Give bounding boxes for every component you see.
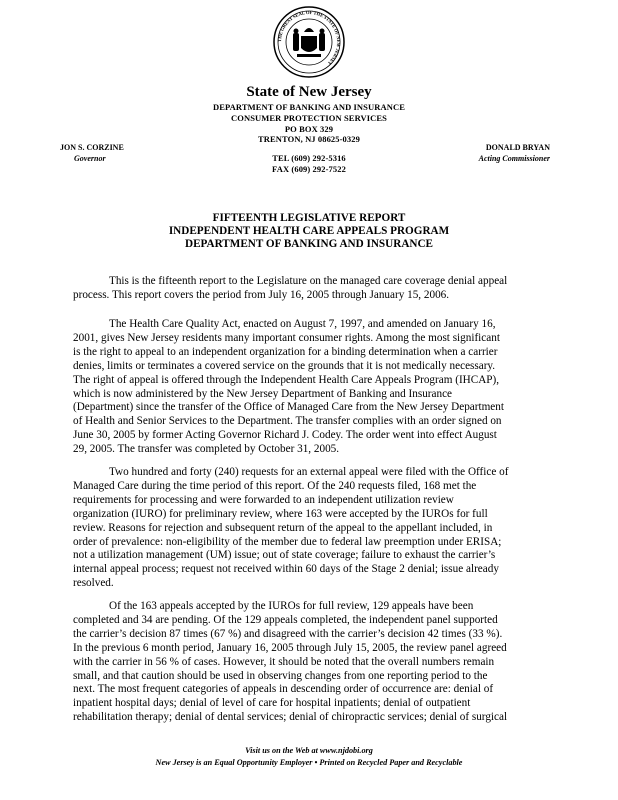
division-name: CONSUMER PROTECTION SERVICES <box>231 113 387 123</box>
text-line: 29, 2005. The transfer was completed by October 31, 2005. <box>73 443 340 456</box>
text-line: of Health and Senior Services to the Department. The transfer complies with an order signed on <box>73 415 502 428</box>
text-line: The Health Care Quality Act, enacted on August 7, 1997, and amended on January 16, <box>109 318 496 330</box>
state-seal-icon <box>273 6 345 78</box>
text-line: organization (IURO) for preliminary review, where 163 were accepted by the IUROs for full <box>73 507 488 520</box>
text-line: June 30, 2005 by former Acting Governor Richard J. Codey. The order went into effect August <box>73 429 497 442</box>
text-line: the carrier’s decision 87 times (67 %) and disagreed with the carrier’s decision 42 times (33 %). <box>73 627 503 640</box>
report-title-line-3: DEPARTMENT OF BANKING AND INSURANCE <box>184 238 434 250</box>
text-line: review. Reasons for rejection and subsequent return of the appeal to the appellant included, in <box>73 521 493 534</box>
text-line: internal appeal process; request not received within 60 days of the Stage 2 denial; issue already <box>73 563 499 576</box>
seal-text: THE GREAT SEAL OF THE STATE OF NEW JERSEY <box>276 9 342 67</box>
text-line: is the right to appeal to an independent organization for a binding determination when a carrier <box>73 345 498 358</box>
paragraph-2 <box>73 318 551 457</box>
commissioner-name: DONALD BRYAN <box>485 143 550 152</box>
governor-title: Governor <box>74 154 106 163</box>
text-line: denies, limits or terminates a covered service on the grounds that it is not medically necessary. <box>73 359 496 372</box>
text-line: rehabilitation therapy; denial of dental services; denial of chiropractic services; denial of surgical <box>73 711 508 724</box>
text-line: order of prevalence: non-eligibility of the member due to federal law preemption under ERISA; <box>73 535 502 548</box>
text-line: inpatient hospital days; denial of level of care for hospital inpatients; denial of outpatient <box>73 697 471 710</box>
fax: FAX (609) 292-7522 <box>272 164 346 174</box>
text-line: 2001, gives New Jersey residents many important consumer rights. Among the most significant <box>73 331 500 344</box>
text-line: resolved. <box>73 577 114 590</box>
text-line: completed and 34 are pending. Of the 129 appeals completed, the independent panel supported <box>73 613 498 626</box>
report-title-line-1: FIFTEENTH LEGISLATIVE REPORT <box>212 212 406 224</box>
text-line: which is now administered by the New Jersey Department of Banking and Insurance <box>73 387 453 400</box>
text-line: process. This report covers the period from July 16, 2005 through January 15, 2006. <box>73 288 450 301</box>
commissioner-title: Acting Commissioner <box>478 154 550 163</box>
text-line: with the carrier in 56 % of cases. However, it should be noted that the overall numbers remain <box>73 655 495 668</box>
city-address: TRENTON, NJ 08625-0329 <box>258 134 360 144</box>
text-line: (Department) since the transfer of the Office of Managed Care from the New Jersey Department <box>73 401 504 414</box>
text-line: Two hundred and forty (240) requests for an external appeal were filed with the Office of <box>109 466 509 478</box>
text-line: The right of appeal is offered through the Independent Health Care Appeals Program (IHCAP), <box>73 373 500 386</box>
text-line: not a utilization management (UM) issue; out of state coverage; failure to exhaust the carrier’s <box>73 549 496 562</box>
paragraph-3 <box>73 466 551 591</box>
department-name: DEPARTMENT OF BANKING AND INSURANCE <box>213 102 405 112</box>
text-line: next. The most frequent categories of appeals in descending order of occurrence are: denial of <box>73 683 494 696</box>
report-title-line-2: INDEPENDENT HEALTH CARE APPEALS PROGRAM <box>168 225 450 237</box>
footer-employer: New Jersey is an Equal Opportunity Employer • Printed on Recycled Paper and Recyclable <box>155 758 463 767</box>
text-line: Of the 163 appeals accepted by the IUROs for full review, 129 appeals have been <box>109 600 474 612</box>
governor-name: JON S. CORZINE <box>60 143 124 152</box>
text-line: Managed Care during the time period of this report. Of the 240 requests filed, 168 met the <box>73 479 477 492</box>
state-name: State of New Jersey <box>246 84 372 100</box>
paragraph-1 <box>73 275 551 303</box>
text-line: small, and that caution should be used in observing changes from one reporting period to the <box>73 669 488 682</box>
text-line: In the previous 6 month period, January 16, 2005 through July 15, 2005, the review panel agreed <box>73 641 507 654</box>
po-box: PO BOX 329 <box>284 124 334 134</box>
footer-web: Visit us on the Web at www.njdobi.org <box>245 746 373 755</box>
text-line: requirements for processing and were forwarded to an independent utilization review <box>73 493 454 506</box>
telephone: TEL (609) 292-5316 <box>272 153 346 163</box>
paragraph-4 <box>73 600 551 725</box>
text-line: This is the fifteenth report to the Legislature on the managed care coverage denial appeal <box>109 275 508 287</box>
